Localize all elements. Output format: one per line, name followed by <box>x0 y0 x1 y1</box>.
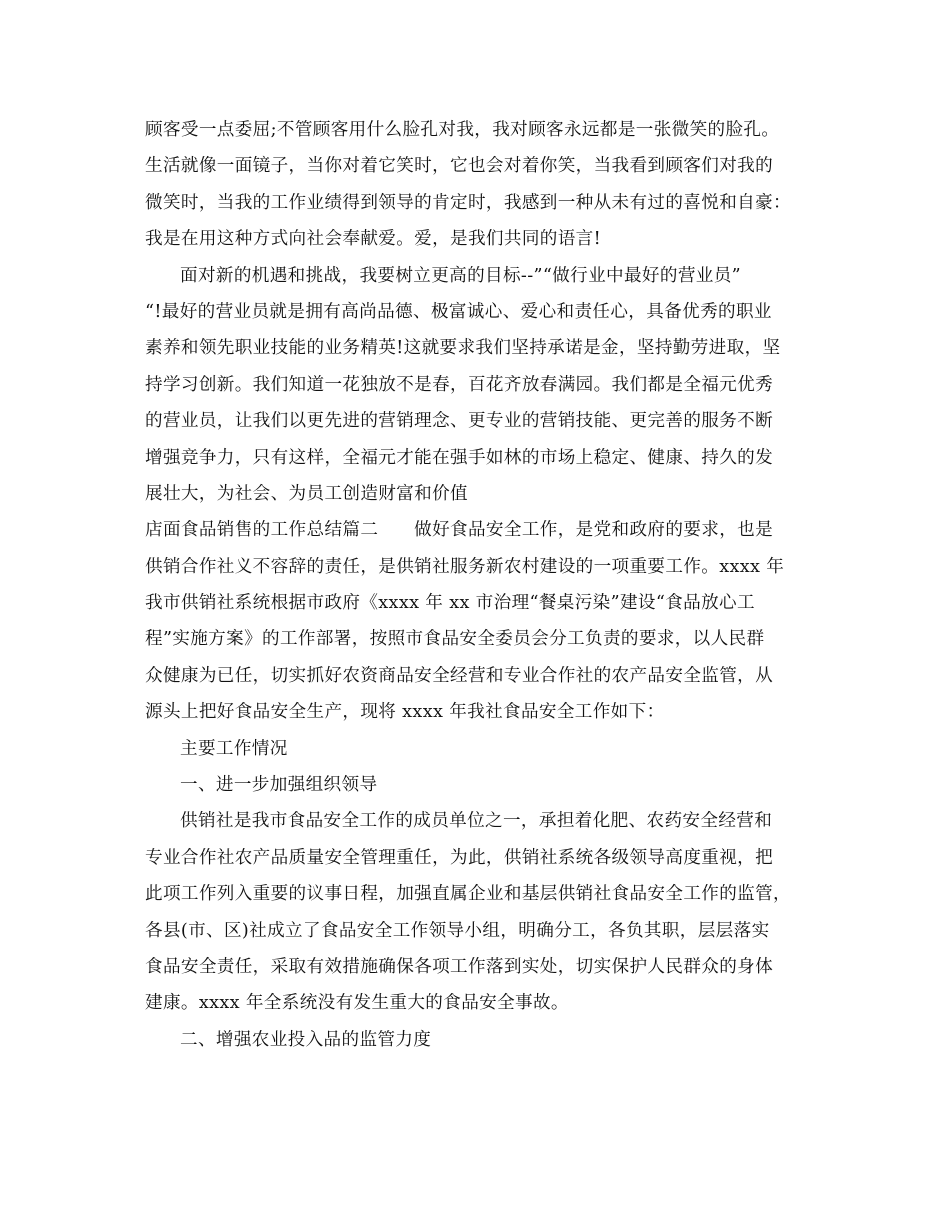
text-line: 食品安全责任，采取有效措施确保各项工作落到实处，切实保护人民群众的身体 <box>145 956 774 977</box>
text-line: 持学习创新。我们知道一花独放不是春，百花齐放春满园。我们都是全福元优秀 <box>145 374 774 395</box>
text-line: 店面食品销售的工作总结篇二 做好食品安全工作，是党和政府的要求，也是 <box>145 520 774 541</box>
text-line: 专业合作社农产品质量安全管理重任，为此，供销社系统各级领导高度重视，把 <box>145 847 774 868</box>
text-line: 程”实施方案》的工作部署，按照市食品安全委员会分工负责的要求，以人民群 <box>145 629 765 650</box>
text-line: 微笑时，当我的工作业绩得到领导的肯定时，我感到一种从未有过的喜悦和自豪： <box>145 192 791 213</box>
text-line: 供销合作社义不容辞的责任，是供销社服务新农村建设的一项重要工作。xxxx 年 <box>145 556 785 577</box>
text-line: 源头上把好食品安全生产，现将 xxxx 年我社食品安全工作如下： <box>145 702 665 723</box>
text-line: 顾客受一点委屈;不管顾客用什么脸孔对我，我对顾客永远都是一张微笑的脸孔。 <box>145 120 780 140</box>
text-line: 供销社是我市食品安全工作的成员单位之一，承担着化肥、农药安全经营和 <box>180 811 773 832</box>
document-body <box>145 112 810 1058</box>
text-line: 展壮大，为社会、为员工创造财富和价值 <box>145 483 468 504</box>
text-line: 各县(市、区)社成立了食品安全工作领导小组，明确分工，各负其职，层层落实 <box>145 920 770 941</box>
text-line: 我是在用这种方式向社会奉献爱。爱，是我们共同的语言! <box>145 229 602 250</box>
text-line: 生活就像一面镜子，当你对着它笑时，它也会对着你笑，当我看到顾客们对我的 <box>145 156 774 177</box>
text-line: 二、增强农业投入品的监管力度 <box>180 1029 432 1050</box>
text-line: 建康。xxxx 年全系统没有发生重大的食品安全事故。 <box>145 993 569 1014</box>
text-line: 增强竞争力，只有这样，全福元才能在强手如林的市场上稳定、健康、持久的发 <box>145 447 774 468</box>
text-line: 主要工作情况 <box>180 738 288 759</box>
text-line: 面对新的机遇和挑战，我要树立更高的目标--”“做行业中最好的营业员” <box>180 265 741 286</box>
text-line: 一、进一步加强组织领导 <box>180 775 378 796</box>
text-line: “!最好的营业员就是拥有高尚品德、极富诚心、爱心和责任心，具备优秀的职业 <box>145 301 772 322</box>
text-line: 此项工作列入重要的议事日程，加强直属企业和基层供销社食品安全工作的监管， <box>145 884 791 905</box>
text-line: 素养和领先职业技能的业务精英!这就要求我们坚持承诺是金，坚持勤劳进取，坚 <box>145 338 781 359</box>
text-line: 的营业员，让我们以更先进的营销理念、更专业的营销技能、更完善的服务不断 <box>145 411 774 432</box>
text-line: 我市供销社系统根据市政府《xxxx 年 xx 市治理“餐桌污染”建设“食品放心工 <box>145 593 755 614</box>
text-line: 众健康为已任，切实抓好农资商品安全经营和专业合作社的农产品安全监管，从 <box>145 665 774 686</box>
